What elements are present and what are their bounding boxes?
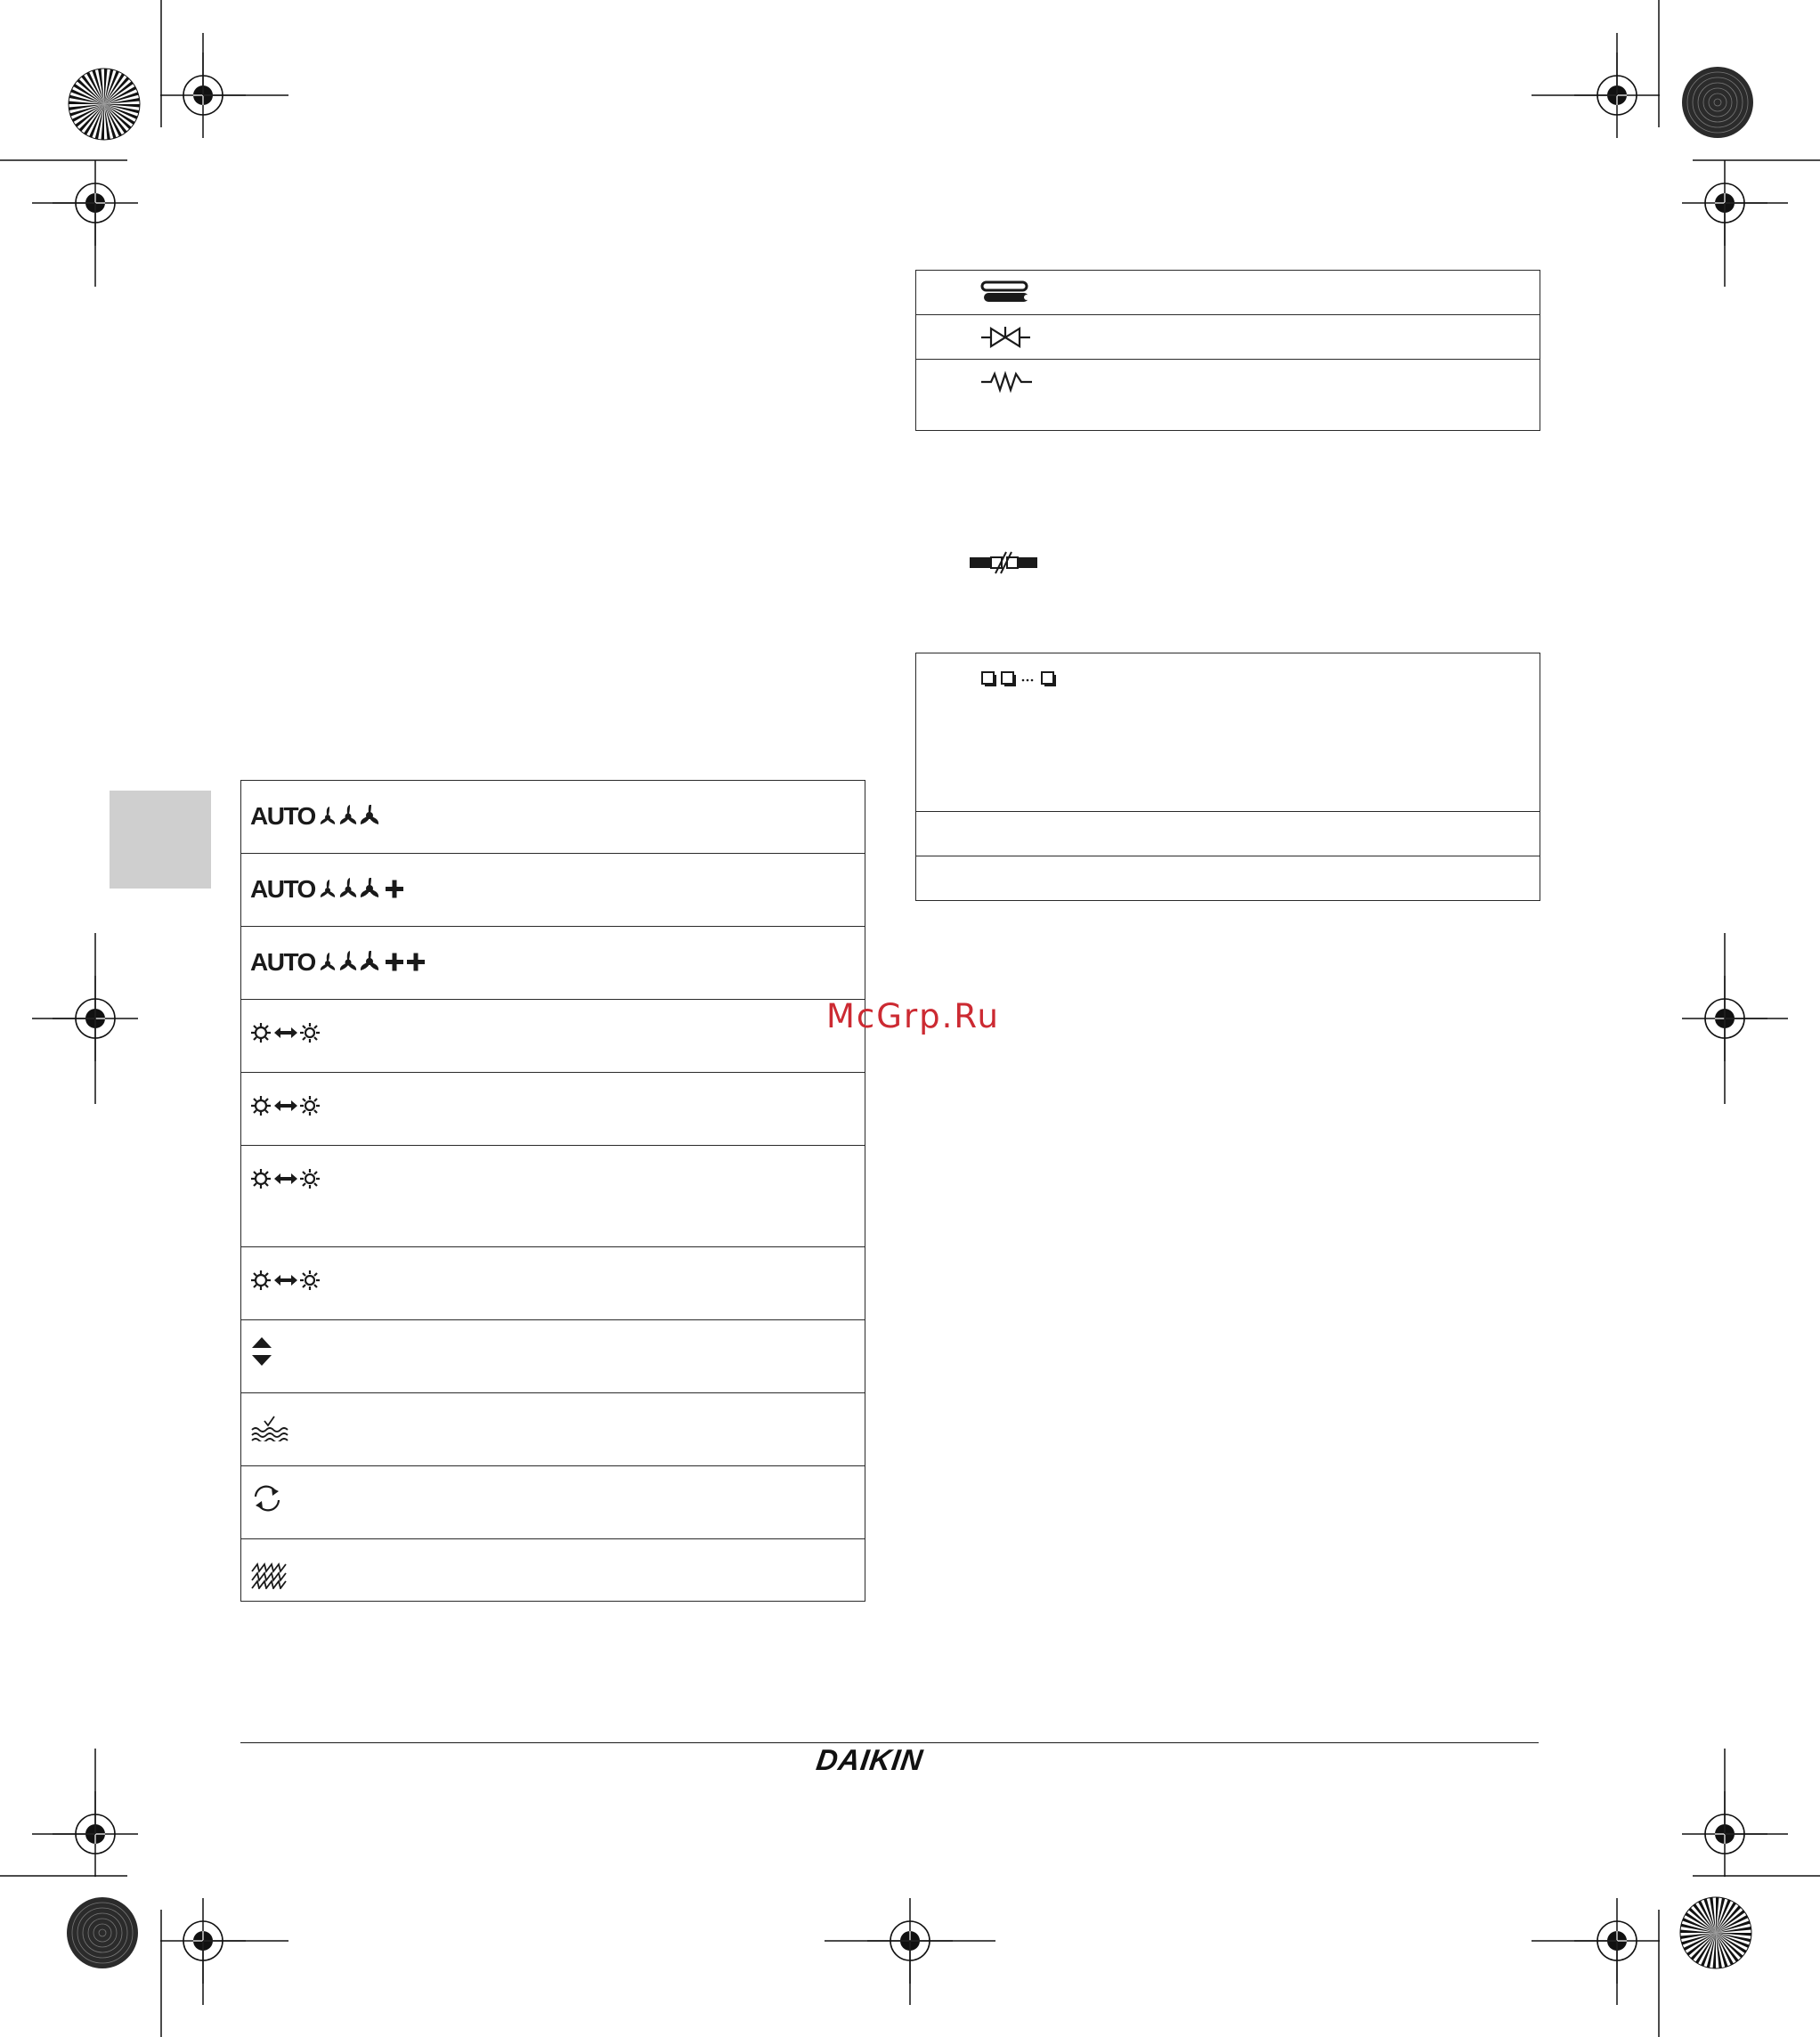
table-row xyxy=(241,927,865,1000)
cycle-arrows-icon xyxy=(250,1482,284,1514)
table-row xyxy=(241,1466,865,1539)
sunburst-wedge xyxy=(1680,1930,1716,1933)
resistor-heater-icon xyxy=(980,369,1034,395)
zigzag-waves-icon xyxy=(250,1561,291,1589)
table-row xyxy=(241,1539,865,1602)
sunburst-wedge xyxy=(104,104,140,107)
table-row xyxy=(241,1000,865,1073)
broken-connection-icon xyxy=(969,550,1038,575)
auto-fan-3-plus-icon xyxy=(319,878,404,901)
sunburst-wedge xyxy=(69,101,104,104)
table-row xyxy=(241,1073,865,1146)
sunburst-wedge xyxy=(104,69,107,104)
table-row xyxy=(916,812,1540,856)
symbol-table-right-bottom xyxy=(915,653,1540,901)
cool-heat-switch-icon xyxy=(250,1021,321,1044)
address-squares-icon xyxy=(980,670,1062,689)
up-down-arrows-icon xyxy=(250,1336,273,1367)
auto-label: AUTO xyxy=(250,948,315,976)
table-row xyxy=(916,315,1540,360)
table-row xyxy=(241,1393,865,1466)
table-row xyxy=(916,856,1540,901)
table-row xyxy=(916,360,1540,431)
valve-icon xyxy=(980,324,1032,351)
symbol-table-right-top xyxy=(915,270,1540,431)
refrigerant-pipe-icon xyxy=(980,280,1032,306)
auto-label: AUTO xyxy=(250,875,315,903)
section-tab xyxy=(110,791,211,889)
table-row xyxy=(916,271,1540,315)
auto-fan-3-double-plus-icon xyxy=(319,951,427,974)
table-row xyxy=(916,653,1540,812)
watermark: McGrp.Ru xyxy=(826,997,1000,1035)
sunburst-wedge xyxy=(102,104,104,140)
cool-heat-switch-icon xyxy=(250,1167,321,1190)
water-check-icon xyxy=(250,1415,291,1441)
auto-fan-3-icon xyxy=(319,805,381,828)
sunburst-wedge xyxy=(1716,1897,1718,1933)
symbol-table-left xyxy=(240,780,865,1602)
table-row xyxy=(241,1247,865,1320)
table-row xyxy=(241,1146,865,1247)
cool-heat-switch-icon xyxy=(250,1269,321,1292)
cool-heat-switch-icon xyxy=(250,1094,321,1117)
sunburst-wedge xyxy=(1716,1933,1751,1936)
auto-label: AUTO xyxy=(250,802,315,830)
table-row xyxy=(241,1320,865,1393)
sunburst-wedge xyxy=(1713,1933,1716,1968)
table-row xyxy=(241,781,865,854)
table-row xyxy=(241,854,865,927)
daikin-logo: DAIKIN xyxy=(814,1743,926,1776)
